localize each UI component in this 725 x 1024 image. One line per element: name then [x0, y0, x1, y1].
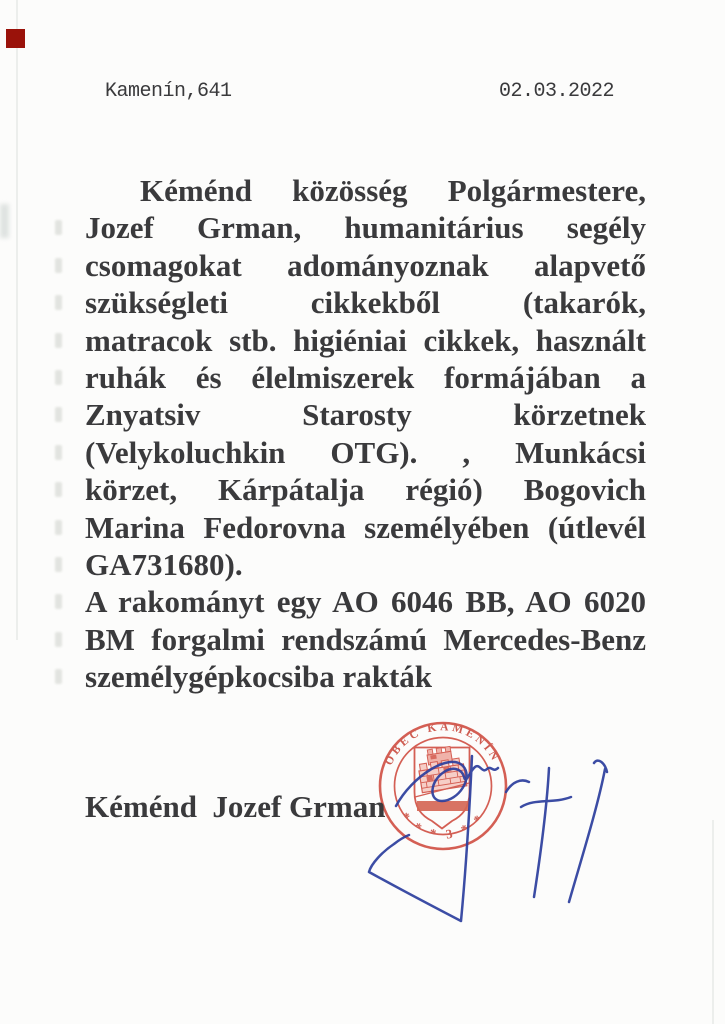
- stamp-and-signature-overlay: [350, 690, 725, 990]
- scan-artifact: [55, 482, 62, 497]
- body-line: Marina Fedorovna személyében (útlevél: [85, 509, 646, 545]
- scan-artifact: [0, 204, 9, 238]
- date-line: 02.03.2022: [499, 80, 615, 103]
- scan-edge-left: [16, 0, 18, 640]
- municipal-stamp: [380, 721, 506, 849]
- location-line: Kamenín,641: [105, 80, 232, 103]
- scan-artifact: [55, 258, 62, 273]
- scan-artifact: [55, 632, 62, 647]
- stamp-bottom-text: * * * 3 * *: [397, 809, 489, 842]
- scan-artifact: [55, 407, 62, 422]
- body-line: matracok stb. higiéniai cikkek, használt: [85, 322, 646, 358]
- body-line: BM forgalmi rendszámú Mercedes-Benz: [85, 621, 646, 657]
- scan-artifact: [55, 220, 62, 235]
- body-line: GA731680).: [85, 547, 243, 583]
- body-line: személygépkocsiba rakták: [85, 659, 433, 695]
- body-line: szükségleti cikkekből (takarók,: [85, 285, 646, 321]
- body-line: Znyatsiv Starosty körzetnek: [85, 397, 646, 433]
- scan-artifact: [55, 557, 62, 572]
- signer-name: Kéménd Jozef Grman: [85, 789, 386, 824]
- scan-artifact: [55, 295, 62, 310]
- scan-artifact: [55, 333, 62, 348]
- body-line: ruhák és élelmiszerek formájában a: [85, 360, 646, 396]
- scan-artifact: [55, 370, 62, 385]
- scan-artifact: [55, 594, 62, 609]
- body-line: Kéménd közösség Polgármestere,: [140, 173, 646, 208]
- handwritten-signature: [369, 756, 607, 921]
- scan-red-square-artifact: [6, 29, 25, 48]
- body-line: körzet, Kárpátalja régió) Bogovich: [85, 472, 646, 508]
- stamp-top-text: OBEC KAMENÍN: [382, 721, 502, 768]
- scan-artifact: [55, 669, 62, 684]
- stamp-shield-band: [417, 801, 469, 811]
- scan-artifact: [55, 520, 62, 535]
- body-line: csomagokat adományoznak alapvető: [85, 247, 646, 283]
- body-line: (Velykoluchkin OTG). , Munkácsi: [85, 434, 646, 470]
- body-text: [85, 172, 646, 696]
- body-line: A rakományt egy AO 6046 BB, AO 6020: [85, 584, 646, 620]
- body-line: Jozef Grman, humanitárius segély: [85, 210, 646, 246]
- scan-artifact: [55, 445, 62, 460]
